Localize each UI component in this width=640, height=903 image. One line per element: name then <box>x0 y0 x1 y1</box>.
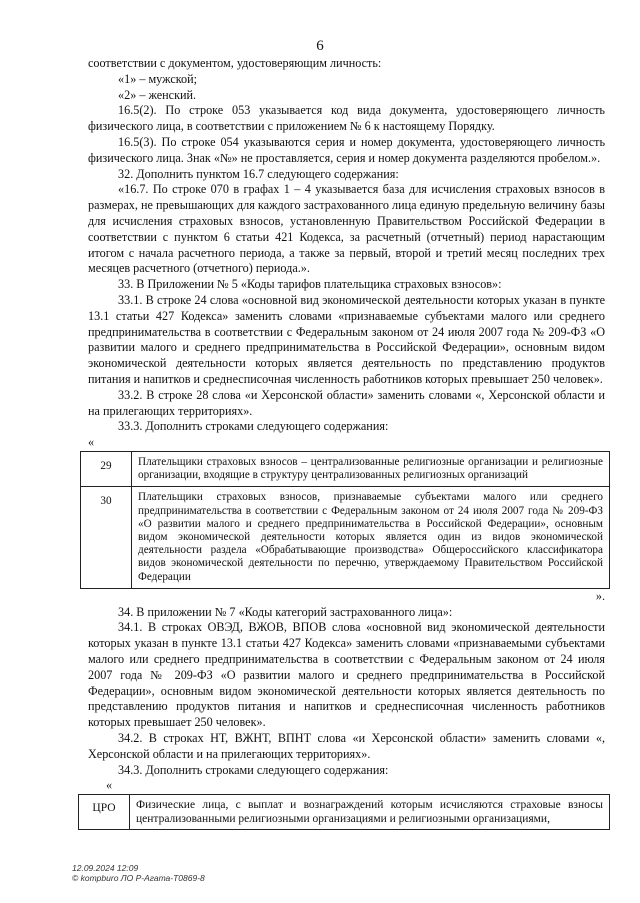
paragraph: соответствии с документом, удостоверяющим личность: <box>88 56 382 70</box>
print-timestamp: 12.09.2024 12:09 <box>72 863 139 873</box>
tariff-code: 29 <box>81 451 132 486</box>
paragraph: 32. Дополнить пунктом 16.7 следующего содержания: <box>118 166 399 181</box>
tariff-codes-table <box>80 451 610 589</box>
paragraph: 34.3. Дополнить строками следующего содержания: <box>118 762 389 777</box>
quote-close-mark: ». <box>595 588 605 603</box>
paragraph: 33.3. Дополнить строками следующего содержания: <box>118 419 389 434</box>
table-row <box>79 795 610 830</box>
category-code: ЦРО <box>79 795 130 830</box>
paragraph: «2» – женский. <box>118 87 197 102</box>
paragraph: 16.5(2). По строке 053 указывается код вида документа, удостоверяющего личность физического лица, в соответствии с приложением № 6 к настоящему Порядку. <box>88 103 605 134</box>
quote-open-mark: « <box>106 778 113 793</box>
paragraph: 34. В приложении № 7 «Коды категорий застрахованного лица»: <box>118 604 453 619</box>
paragraph: 16.5(3). По строке 054 указываются серия и номер документа, удостоверяющего личность физического лица. Знак «№» не проставляется, серия и номер документа разделяются пробелом.». <box>88 134 605 165</box>
tariff-description: Плательщики страховых взносов, признаваемые субъектами малого или среднего предпринимательства в соответствии с Федеральным законом от 24 июля 2007 года № 209-ФЗ «О развитии малого и среднего предпринимательства в Российской Федерации», основным видом экономической деятельности которых является один из видов экономической деятельности раздела «Обрабатывающие производства» Общероссийского классификатора видов экономической деятельности по перечню, утверждаемому Правительством Российской Федерации <box>132 487 610 588</box>
print-reference: © kompburo ЛО Р-Агата-Т0869-8 <box>72 873 205 883</box>
print-footer <box>72 863 205 883</box>
category-codes-table <box>78 794 610 830</box>
paragraph: 34.2. В строках НТ, ВЖНТ, ВПНТ слова «и Херсонской области» заменить словами «, Херсонской области и на прилегающих территориях». <box>88 730 605 761</box>
tariff-code: 30 <box>81 487 132 588</box>
table-row <box>81 487 610 588</box>
paragraph: 33. В Приложении № 5 «Коды тарифов плательщика страховых взносов»: <box>118 277 502 292</box>
page-number: 6 <box>316 38 324 54</box>
quote-open-mark: « <box>88 435 95 450</box>
paragraph: «1» – мужской; <box>118 71 198 86</box>
category-description: Физические лица, с выплат и вознаграждений которым исчисляются страховые взносы централизованными религиозными организациями и религиозными организациями, <box>130 795 610 830</box>
paragraph: 33.2. В строке 28 слова «и Херсонской области» заменить словами «, Херсонской области и на прилегающих территориях». <box>88 387 605 418</box>
paragraph: «16.7. По строке 070 в графах 1 – 4 указывается база для исчисления страховых взносов в размерах, не превышающих для каждого застрахованного лица единую предельную величину базы для исчисления страховых взносов, установленную Правительством Российской Федерации в соответствии с пунктом 6 статьи 421 Кодекса, за расчетный (отчетный) период нарастающим итогом с начала расчетного периода, а также за первый, второй и третий месяц последних трех месяцев расчетного (отчетного) периода.». <box>88 182 605 276</box>
paragraph: 33.1. В строке 24 слова «основной вид экономической деятельности которых указан в пункте 13.1 статьи 427 Кодекса» заменить словами «признаваемые субъектами малого или среднего предпринимательства в соответствии с Федеральным законом от 24 июля 2007 года № 209-ФЗ «О развитии малого и среднего предпринимательства в Российской Федерации», основным видом экономической деятельности которых является деятельность по представлению продуктов питания и напитков и среднесписочная численность работников которых превышает 250 человек». <box>88 292 605 386</box>
paragraph: 34.1. В строках ОВЭД, ВЖОВ, ВПОВ слова «основной вид экономической деятельности которых указан в пункте 13.1 статьи 427 Кодекса» заменить словами «признаваемыми субъектами малого или среднего предпринимательства в соответствии с Федеральным законом от 24 июля 2007 года № 209-ФЗ «О развитии малого и среднего предпринимательства в Российской Федерации», основным видом экономической деятельности которых является деятельность по представлению продуктов питания и напитков и среднесписочная численность работников которых превышает 250 человек». <box>88 620 605 730</box>
tariff-description: Плательщики страховых взносов – централизованные религиозные организации и религиозные организации, входящие в структуру централизованных религиозных организаций <box>132 451 610 486</box>
document-body <box>88 56 605 830</box>
table-row <box>81 451 610 486</box>
